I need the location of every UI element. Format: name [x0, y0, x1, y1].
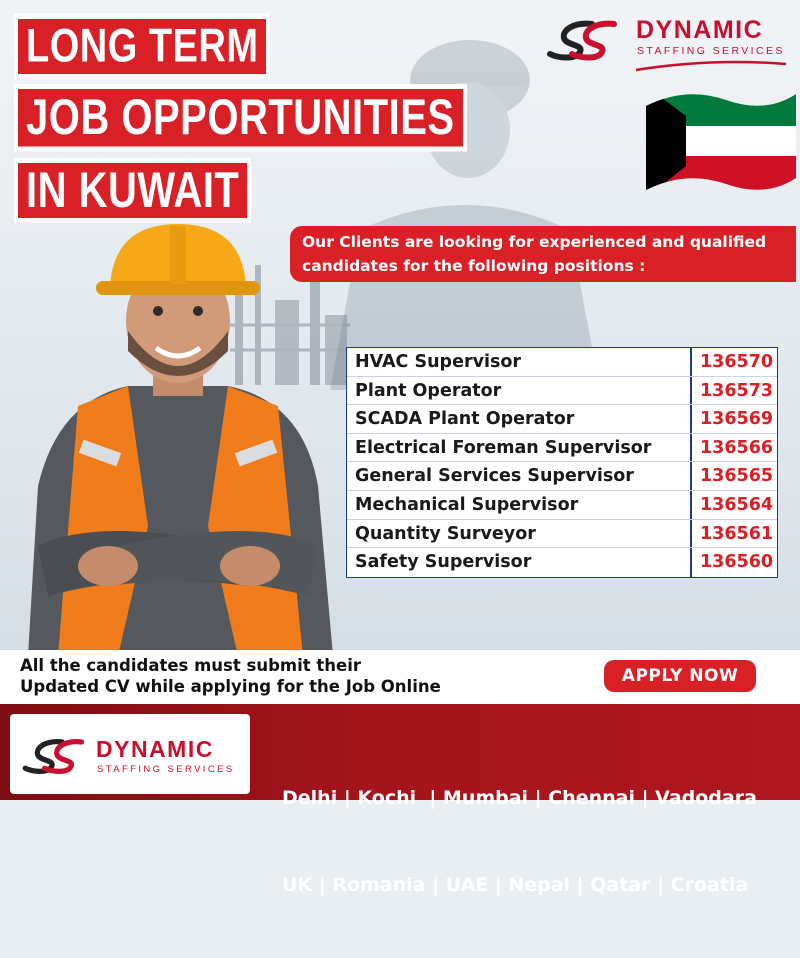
clients-notice: Our Clients are looking for experienced and qualified candidates for the following positions : [290, 226, 796, 282]
job-code: 136565 [700, 466, 774, 487]
application-info-band [0, 650, 800, 704]
job-code: 136570 [700, 352, 774, 372]
brand-logo [544, 12, 794, 76]
job-code: 136569 [700, 409, 774, 430]
kuwait-flag-icon [646, 86, 796, 198]
table-row [347, 405, 777, 434]
brand-name: DYNAMIC [636, 16, 764, 44]
headline-in-kuwait: IN KUWAIT [14, 158, 251, 223]
cv-instructions-line2: Updated CV while applying for the Job Online [20, 677, 441, 696]
job-title: Quantity Surveyor [347, 520, 692, 548]
headline-job-opportunities: JOB OPPORTUNITIES [14, 84, 467, 152]
locations-line1: Delhi | Kochi | Mumbai | Chennai | Vadodara [282, 787, 757, 809]
job-code: 136561 [700, 523, 774, 544]
table-row [347, 434, 777, 463]
brand-mark-icon [544, 18, 626, 62]
footer-brand-name: DYNAMIC [96, 736, 214, 762]
table-row [347, 462, 777, 491]
brand-mark-icon [20, 736, 92, 776]
table-row [347, 548, 777, 577]
job-code: 136560 [700, 552, 774, 573]
office-locations [282, 726, 792, 958]
footer-brand-tagline: STAFFING SERVICES [97, 764, 235, 775]
job-title: Mechanical Supervisor [347, 491, 692, 519]
cv-instructions [20, 655, 580, 697]
apply-now-button[interactable]: APPLY NOW [604, 660, 756, 692]
footer [0, 704, 800, 896]
table-row [347, 377, 777, 406]
job-title: General Services Supervisor [347, 462, 692, 490]
job-code: 136564 [700, 494, 774, 515]
brand-swoosh [636, 60, 786, 72]
footer-brand-logo [10, 714, 250, 794]
job-title: Safety Supervisor [347, 548, 692, 577]
worker-illustration [18, 226, 338, 656]
locations-line2: UK | Romania | UAE | Nepal | Qatar | Croatia [282, 874, 749, 896]
brand-tagline: STAFFING SERVICES [637, 45, 785, 57]
table-row [347, 491, 777, 520]
job-title: Plant Operator [347, 377, 692, 405]
table-row [347, 520, 777, 549]
job-title: HVAC Supervisor [347, 348, 692, 376]
headline-long-term: LONG TERM [14, 14, 270, 79]
jobs-table [346, 347, 778, 578]
job-title: Electrical Foreman Supervisor [347, 434, 692, 462]
job-title: SCADA Plant Operator [347, 405, 692, 433]
job-code: 136566 [700, 437, 774, 458]
job-code: 136573 [700, 380, 774, 401]
cv-instructions-line1: All the candidates must submit their [20, 656, 361, 675]
table-row [347, 348, 777, 377]
